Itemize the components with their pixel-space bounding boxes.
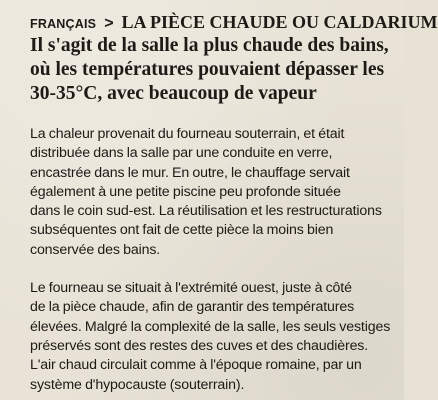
paragraph-line: Le fourneau se situait à l'extrémité ouest, juste à côté xyxy=(30,280,352,297)
paragraph-line: élevées. Malgré la complexité de la salle, les seuls vestiges xyxy=(30,318,391,335)
paragraph-line: conservée des bains. xyxy=(30,241,161,258)
subtitle-line: 30-35°C, avec beaucoup de vapeur xyxy=(30,83,317,104)
subtitle-line: Il s'agit de la salle la plus chaude des bains, xyxy=(30,35,389,56)
paragraph-line: L'air chaud circulait comme à l'époque romaine, par un xyxy=(30,357,362,374)
page-title: LA PIÈCE CHAUDE OU CALDARIUM xyxy=(121,12,438,32)
paragraph-line: encastrée dans le mur. En outre, le chauffage servait xyxy=(30,164,350,181)
header-line xyxy=(30,12,438,33)
separator-arrow: > xyxy=(104,15,114,32)
language-label: FRANÇAIS xyxy=(30,17,97,31)
paragraph-line: distribuée dans la salle par une conduite en verre, xyxy=(30,145,333,162)
paragraph-line: dans le coin sud-est. La réutilisation et les restructurations xyxy=(30,203,382,220)
paragraph-line: préservés sont des restes des cuves et des chaudières. xyxy=(30,337,369,354)
paragraph-line: de la pièce chaude, afin de garantir des températures xyxy=(30,299,355,316)
paragraph-line: subséquentes ont fait de cette pièce la moins bien xyxy=(30,222,334,239)
subtitle-block xyxy=(30,34,396,106)
paragraph-line: La chaleur provenait du fourneau souterrain, et était xyxy=(30,126,345,142)
paragraph-1 xyxy=(30,125,396,260)
subtitle-line: où les températures pouvaient dépasser les xyxy=(30,59,385,80)
paragraph-line: également à une petite piscine peu profonde située xyxy=(30,183,341,200)
paragraph-2 xyxy=(30,279,396,395)
paragraph-line: système d'hypocauste (souterrain). xyxy=(30,376,245,393)
